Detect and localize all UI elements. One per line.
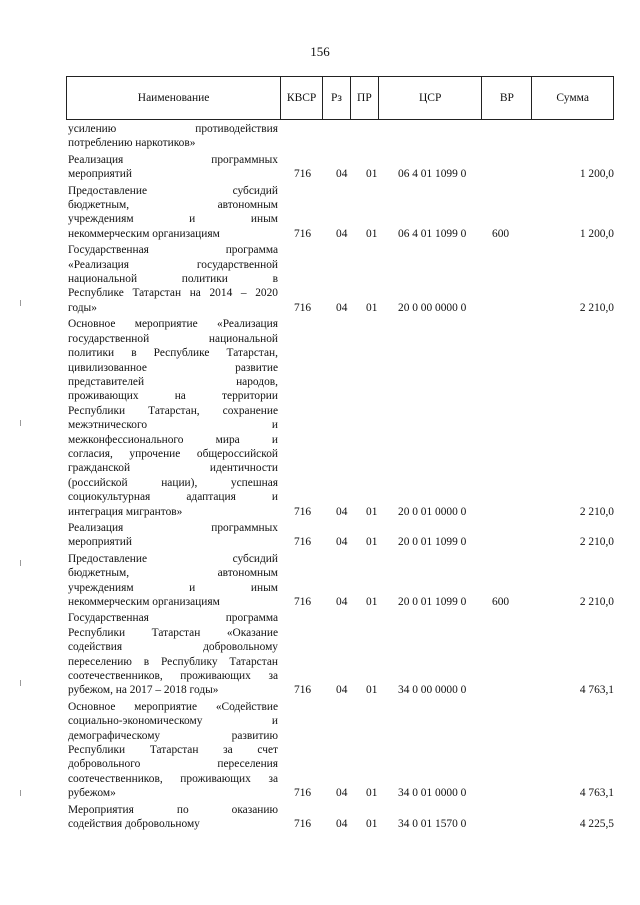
table-row [68,521,614,550]
row-sum: 2 210,0 [579,596,614,608]
row-pr: 01 [366,787,378,800]
row-rz: 04 [336,818,348,831]
header-rz: Рз [323,77,351,119]
row-name-line: проживающих на территории [68,390,278,403]
row-name [68,153,278,182]
table-row [68,700,614,801]
table-row [68,184,614,242]
row-name-line: межэтнического и [68,419,278,432]
row-name-line: Предоставление субсидий [68,552,278,565]
row-name-line: потреблению наркотиков» [68,137,196,150]
table-body [68,122,614,834]
row-name-line: рубежом» [68,787,116,800]
row-csr: 20 0 01 1099 0 [398,536,467,549]
row-name-line: переселению в Республику Татарстан [68,655,278,668]
row-name-line: рубежом, на 2017 – 2018 годы» [68,684,219,697]
row-kvsr: 716 [294,227,312,240]
header-pr: ПР [351,77,379,119]
table-row [68,803,614,832]
row-kvsr: 716 [294,168,312,181]
row-csr: 20 0 01 0000 0 [398,505,467,518]
row-name [68,700,278,801]
row-name [68,803,278,832]
row-name-line: Основное мероприятие «Содействие [68,700,278,713]
row-sum: 2 210,0 [579,536,614,549]
row-csr: 34 0 01 1570 0 [398,818,467,831]
row-rz: 04 [336,301,348,314]
row-name-line: государственной национальной [68,332,278,345]
row-name-line: межконфессионального мира и [68,433,278,446]
row-name-line: содействия добровольному [68,641,278,654]
table-row [68,611,614,697]
row-name-line: мероприятий [68,168,132,181]
row-pr: 01 [366,227,378,240]
row-name-line: Республики Татарстан за счет [68,744,278,757]
row-name-line: усилению противодействия [68,123,278,135]
row-name [68,317,278,519]
header-name: Наименование [67,77,281,119]
row-sum: 1 200,0 [579,168,614,181]
row-vr: 600 [492,596,510,608]
row-kvsr: 716 [294,505,312,518]
row-name-line: политики в Республике Татарстан, [68,347,278,360]
row-vr: 600 [492,227,510,240]
row-name [68,122,278,151]
row-pr: 01 [366,505,378,518]
row-pr: 01 [366,168,378,181]
table-row [68,122,614,151]
row-name-line: социокультурная адаптация и [68,491,278,504]
row-name-line: Республики Татарстан «Оказание [68,626,278,639]
header-sum: Сумма [556,92,589,104]
row-name-line: согласия, упрочение общероссийской [68,447,278,460]
row-name-line: Реализация программных [68,153,278,166]
row-name-line: соотечественников, проживающих за [68,772,278,785]
row-pr: 01 [366,596,378,608]
row-name [68,184,278,242]
row-pr: 01 [366,536,378,549]
row-name [68,521,278,550]
row-name-line: Государственная программа [68,612,278,625]
row-name-line: содействия добровольному [68,818,200,831]
row-csr: 20 0 01 1099 0 [398,596,467,608]
row-name-line: учреждениям и иным [68,581,278,594]
row-csr: 20 0 00 0000 0 [398,301,467,314]
row-csr: 06 4 01 1099 0 [398,227,467,240]
table-row [68,243,614,315]
row-rz: 04 [336,787,348,800]
row-name-line: Реализация программных [68,521,278,534]
row-name-line: некоммерческим организациям [68,596,220,608]
row-name-line: цивилизованное развитие [68,361,278,374]
page-number: 156 [310,44,330,59]
row-sum: 1 200,0 [579,227,614,240]
row-name-line: демографическому развитию [68,729,278,742]
row-name-line: Предоставление субсидий [68,184,278,197]
row-rz: 04 [336,168,348,181]
row-kvsr: 716 [294,301,312,314]
row-name [68,243,278,315]
row-name-line: «Реализация государственной [68,258,278,271]
row-kvsr: 716 [294,596,312,608]
row-pr: 01 [366,301,378,314]
table-row [68,153,614,182]
row-sum: 2 210,0 [579,301,614,314]
row-csr: 34 0 00 0000 0 [398,684,467,697]
row-name-line: (российской нации), успешная [68,476,278,489]
row-csr: 06 4 01 1099 0 [398,168,467,181]
row-name-line: интеграция мигрантов» [68,505,183,518]
row-rz: 04 [336,227,348,240]
scan-margin-marks [20,300,22,800]
row-name-line: Основное мероприятие «Реализация [68,318,278,331]
row-kvsr: 716 [294,818,312,831]
row-kvsr: 716 [294,787,312,800]
row-name-line: некоммерческим организациям [68,227,220,240]
row-sum: 4 763,1 [579,684,614,697]
row-name-line: бюджетным, автономным [68,567,278,580]
row-csr: 34 0 01 0000 0 [398,787,467,800]
row-rz: 04 [336,596,348,608]
row-name-line: годы» [68,301,97,314]
row-name-line: Государственная программа [68,244,278,257]
row-name-line: национальной политики в [68,273,278,286]
row-name [68,552,278,610]
row-name-line: гражданской идентичности [68,462,278,475]
row-name-line: учреждениям и иным [68,213,278,226]
row-name-line: соотечественников, проживающих за [68,670,278,683]
header-csr: ЦСР [379,77,483,119]
row-name-line: Республики Татарстан, сохранение [68,404,278,417]
row-name-line: добровольного переселения [68,758,278,771]
row-name-line: Мероприятия по оказанию [68,803,278,816]
row-name-line: социально-экономическому и [68,715,278,728]
row-rz: 04 [336,536,348,549]
row-name [68,611,278,697]
row-sum: 4 225,5 [579,818,614,831]
row-rz: 04 [336,505,348,518]
row-sum: 2 210,0 [579,505,614,518]
row-name-line: представителей народов, [68,375,278,388]
row-name-line: Республике Татарстан на 2014 – 2020 [68,287,278,300]
header-kvsr: КВСР [281,77,323,119]
row-rz: 04 [336,684,348,697]
header-vr: ВР [482,77,532,119]
row-pr: 01 [366,684,378,697]
row-pr: 01 [366,818,378,831]
row-name-line: мероприятий [68,536,132,549]
row-name-line: бюджетным, автономным [68,199,278,212]
table-header [66,76,614,120]
row-kvsr: 716 [294,536,312,549]
table-row [68,317,614,519]
row-sum: 4 763,1 [579,787,614,800]
row-kvsr: 716 [294,684,312,697]
table-row [68,552,614,610]
